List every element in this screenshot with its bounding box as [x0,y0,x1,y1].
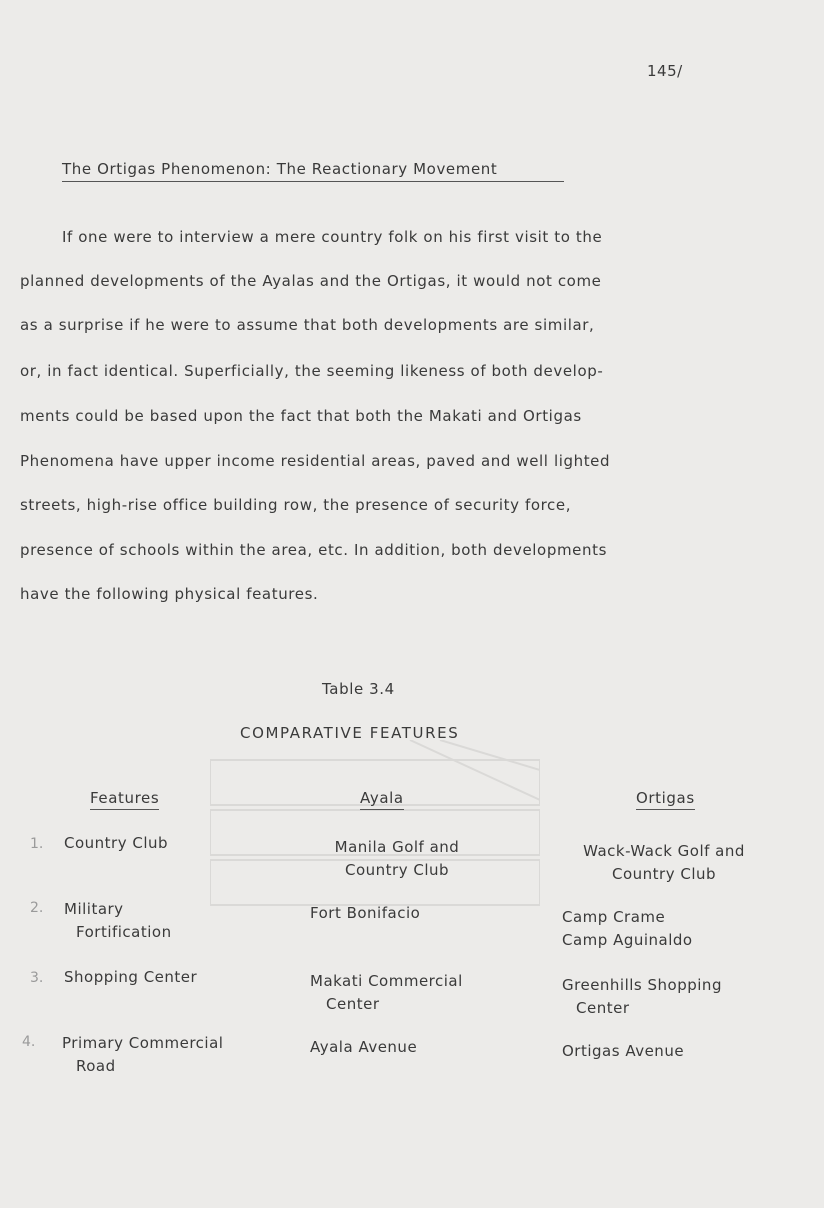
column-header-features: Features [90,789,159,810]
paragraph-line: If one were to interview a mere country folk on his first visit to the [62,228,603,246]
paragraph-line: ments could be based upon the fact that both the Makati and Ortigas [20,407,582,425]
ayala-cell: Ayala Avenue [310,1038,418,1056]
paragraph-line: presence of schools within the area, etc. In addition, both developments [20,541,608,559]
feature-cell: Primary Commercial Road [62,1034,224,1075]
section-heading: The Ortigas Phenomenon: The Reactionary Movement [62,160,564,182]
library-watermark-icon [210,740,540,920]
column-header-ayala: Ayala [360,789,404,810]
ortigas-cell: Ortigas Avenue [562,1042,685,1060]
ortigas-cell: Greenhills Shopping Center [562,976,722,1017]
row-number: 4. [22,1034,36,1050]
ortigas-cell: Wack-Wack Golf and Country Club [583,842,745,883]
feature-cell: Shopping Center [64,968,198,986]
paragraph-line: as a surprise if he were to assume that both developments are similar, [20,316,595,334]
paragraph-line: planned developments of the Ayalas and the Ortigas, it would not come [20,272,602,290]
table-title: COMPARATIVE FEATURES [240,724,460,742]
ayala-cell: Makati Commercial Center [310,972,463,1013]
ayala-cell: Manila Golf and Country Club [334,838,460,879]
table-caption: Table 3.4 [322,680,395,698]
paragraph-line: streets, high-rise office building row, the presence of security force, [20,496,572,514]
row-number: 3. [30,970,44,986]
ortigas-cell: Camp Crame Camp Aguinaldo [562,908,693,949]
ayala-cell: Fort Bonifacio [310,904,421,922]
row-number: 1. [30,836,44,852]
feature-cell: Country Club [64,834,169,852]
feature-cell: Military Fortification [64,900,172,941]
paragraph-line: or, in fact identical. Superficially, the seeming likeness of both develop- [20,362,604,380]
column-header-ortigas: Ortigas [636,789,695,810]
row-number: 2. [30,900,44,916]
paragraph-line: Phenomena have upper income residential areas, paved and well lighted [20,452,611,470]
paragraph-line: have the following physical features. [20,585,319,603]
page-number: 145/ [647,62,683,80]
